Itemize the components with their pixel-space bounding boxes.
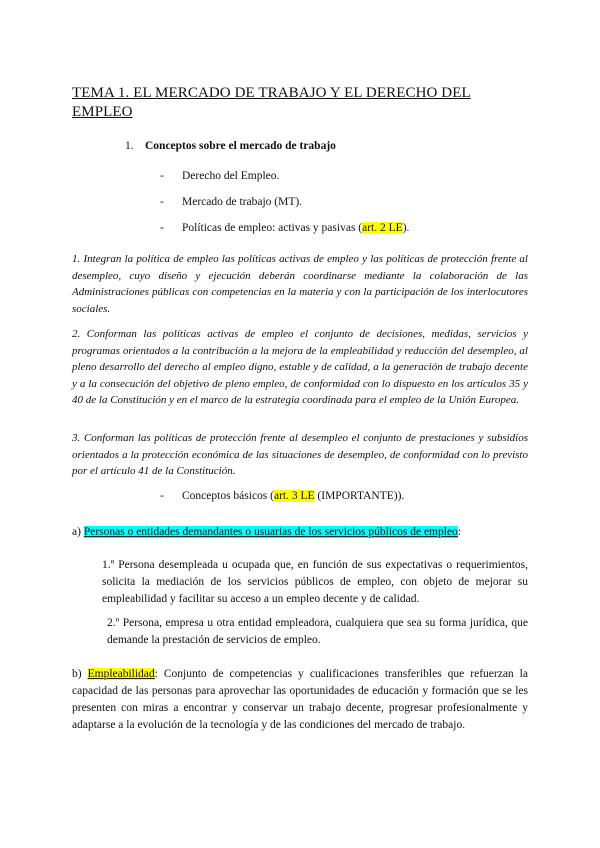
document-title: TEMA 1. EL MERCADO DE TRABAJO Y EL DERECHO DEL EMPLEO: [72, 85, 471, 120]
bullet-text: Políticas de empleo: activas y pasivas (: [182, 222, 363, 234]
bullet-text: Conceptos básicos (: [182, 490, 274, 502]
bullet-text-end: (IMPORTANTE)).: [314, 490, 405, 502]
highlight-art3: art. 3 LE: [273, 490, 315, 502]
item-a-point-1: 1.º Persona desempleada u ocupada que, en función de sus expectativas o requerimientos, solicita la mediación de los servicios públicos de empleo, con objeto de mejorar su empleabilidad y facilitar su acceso a un empleo decente y de calidad.: [102, 559, 528, 605]
bullet-text: Derecho del Empleo.: [182, 170, 280, 182]
highlight-art2: art. 2 LE: [362, 222, 403, 234]
bullet-politicas-empleo: [160, 222, 409, 234]
item-a-heading: [72, 524, 528, 541]
item-b-prefix: b): [72, 668, 88, 680]
italic-paragraph-2: 2. Conforman las políticas activas de empleo el conjunto de decisiones, medidas, servicios y programas orientados a la contribución a la mejora de la empleabilidad y reducción del desempleo, al pleno desarrollo del derecho al empleo digno, estable y de calidad, a la generación de trabajo decente y a la consecución del objetivo de pleno empleo, de conformidad con lo dispuesto en los artículos 35 y 40 de la Constitución y en el marco de la estrategia coordinada para el empleo de la Unión Europea.: [72, 328, 528, 406]
section-number: 1.: [125, 140, 134, 152]
italic-paragraph-3: 3. Conforman las políticas de protección frente al desempleo el conjunto de prestaciones y subsidios orientados a la protección económica de las situaciones de desempleo, de conformidad con lo previsto por el artículo 41 de la Constitución.: [72, 432, 528, 477]
item-a-point-2: 2.º Persona, empresa u otra entidad empleadora, cualquiera que sea su forma jurídica, que demande la prestación de servicios de empleo.: [107, 617, 528, 646]
bullet-derecho-empleo: [160, 170, 279, 182]
bullet-dash: -: [160, 222, 164, 234]
section-heading: [125, 140, 336, 152]
item-b-paragraph: [72, 666, 528, 734]
bullet-conceptos-basicos: [160, 490, 404, 502]
italic-paragraph-1: 1. Integran la política de empleo las políticas activas de empleo y las políticas de protección frente al desempleo, cuyo diseño y ejecución deberán coordinarse mediante la colaboración de las Administraciones públicas con competencias en la materia y con la participación de los interlocutores sociales.: [72, 253, 528, 315]
bullet-dash: -: [160, 170, 164, 182]
item-a-highlight: Personas o entidades demandantes o usuarias de los servicios públicos de empleo: [83, 526, 458, 538]
bullet-dash: -: [160, 490, 164, 502]
bullet-text-end: ).: [402, 222, 410, 234]
bullet-mercado-trabajo: [160, 196, 302, 208]
section-heading-text: Conceptos sobre el mercado de trabajo: [145, 140, 336, 152]
item-a-prefix: a): [72, 526, 84, 538]
item-b-highlight: Empleabilidad: [87, 668, 155, 680]
item-b-text: : Conjunto de competencias y cualificaciones transferibles que refuerzan la capacidad de las personas para aprovechar las oportunidades de educación y formación que se les presenten con miras a encontrar y conservar un trabajo decente, progresar profesionalmente y adaptarse a la evolución de la tecnología y de las condiciones del mercado de trabajo.: [72, 668, 528, 731]
item-a-suffix: :: [457, 526, 461, 538]
bullet-text: Mercado de trabajo (MT).: [182, 196, 303, 208]
bullet-dash: -: [160, 196, 164, 208]
